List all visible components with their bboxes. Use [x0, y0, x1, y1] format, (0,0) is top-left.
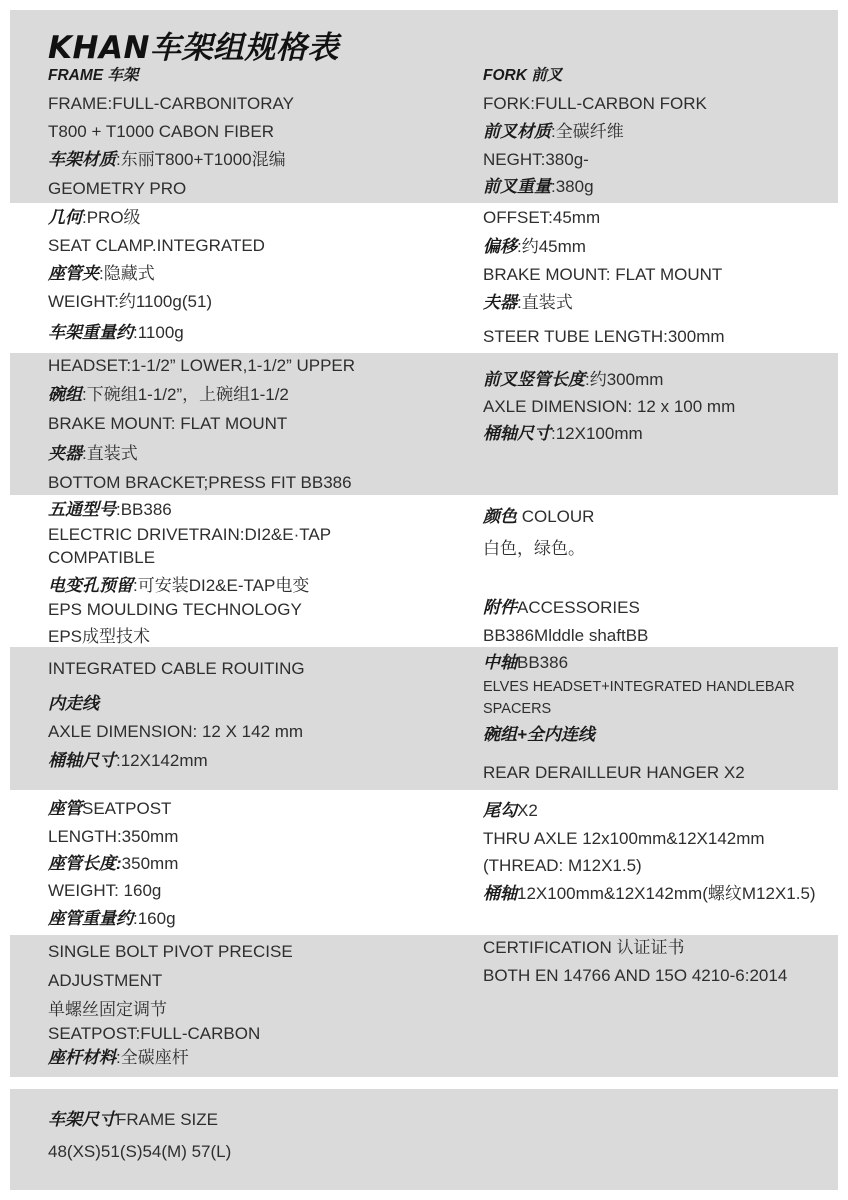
- elves-headset-2: SPACERS: [483, 701, 552, 717]
- geometry-en: GEOMETRY PRO: [48, 179, 187, 198]
- headset-cn-label: 碗组: [48, 385, 82, 404]
- drivetrain-en-2: COMPATIBLE: [48, 548, 156, 567]
- neght-en: NEGHT:380g-: [483, 150, 589, 169]
- colour-heading: [483, 507, 594, 527]
- fiber-text: T800 + T1000 CABON FIBER: [48, 122, 274, 141]
- weight-cn-value: :1100g: [133, 323, 184, 342]
- bb-cn-label: 五通型号: [48, 500, 116, 519]
- headset-cn-value: :下碗组1-1/2”，上碗组1-1/2: [82, 385, 289, 404]
- frame-heading: FRAME 车架: [48, 67, 139, 84]
- axle-cn-label: 桶轴尺寸: [48, 751, 116, 770]
- offset-en: OFFSET:45mm: [483, 208, 601, 227]
- accessories-cn-label: 附件: [483, 598, 517, 617]
- seatpost-length-en: LENGTH:350mm: [48, 827, 179, 846]
- elves-headset-1: ELVES HEADSET+INTEGRATED HANDLEBAR: [483, 679, 795, 695]
- seatpost-weight-en: WEIGHT: 160g: [48, 881, 162, 900]
- weight-en: WEIGHT:约1100g(51): [48, 292, 213, 311]
- fork-material-cn-label: 前叉材质: [483, 122, 551, 141]
- seatpost-cn-label: 座管: [48, 799, 82, 818]
- fork-axle-cn-value: :12X100mm: [551, 424, 643, 443]
- bb-en: BOTTOM BRACKET;PRESS FIT BB386: [48, 473, 352, 492]
- seatpost-weight-cn-value: :160g: [133, 909, 176, 928]
- colour-value: 白色，绿色。: [483, 539, 585, 558]
- seatpost-weight-cn: [48, 909, 176, 929]
- frame-size-cn-label: 车架尺寸: [48, 1110, 116, 1129]
- headset-routing-cn-label: 碗组+全内连线: [483, 725, 595, 744]
- colour-en: COLOUR: [517, 507, 595, 526]
- band-frame-size: [10, 1089, 838, 1190]
- eps-cn: EPS成型技术: [48, 627, 151, 646]
- seatpost-weight-cn-label: 座管重量约: [48, 909, 133, 928]
- bb-middle-shaft: BB386Mlddle shaftBB: [483, 626, 649, 645]
- fork-brake-en: BRAKE MOUNT: FLAT MOUNT: [483, 265, 723, 284]
- headset-cn: [48, 385, 289, 405]
- fork-heading: FORK 前叉: [483, 67, 563, 84]
- seatpost-length-cn-label: 座管长度:: [48, 854, 122, 873]
- hanger-cn-label: 尾勾: [483, 801, 517, 820]
- seatpost-en: SEATPOST: [82, 799, 172, 818]
- fork-en: FORK:FULL-CARBON FORK: [483, 94, 707, 113]
- bb-cn-value: BB386: [517, 653, 569, 672]
- thru-axle-cn: [483, 884, 816, 904]
- seat-clamp-cn-label: 座管夹: [48, 264, 99, 283]
- cable-cn-label: 内走线: [48, 694, 99, 713]
- frame-material-cn-value: :东丽T800+T1000混编: [116, 150, 286, 169]
- brake-cn-label: 夹器: [48, 444, 82, 463]
- bolt-en-1: SINGLE BOLT PIVOT PRECISE: [48, 942, 293, 961]
- thru-axle-cn-value: 12X100mm&12X142mm(螺纹M12X1.5): [517, 884, 816, 903]
- fork-brake-cn-label: 夫器: [483, 293, 517, 312]
- brake-cn: [48, 444, 138, 464]
- bb-cn: [483, 653, 568, 673]
- page-title: KHAN车架组规格表: [48, 30, 339, 66]
- hanger-cn: [483, 801, 538, 821]
- drivetrain-cn: [48, 576, 309, 596]
- geometry-cn-value: :PRO级: [82, 208, 141, 227]
- steer-tube-en: STEER TUBE LENGTH:300mm: [483, 327, 725, 346]
- certification-heading: CERTIFICATION 认证证书: [483, 938, 685, 957]
- geometry-cn-label: 几何: [48, 208, 82, 227]
- fork-material-cn: [483, 122, 624, 142]
- fork-weight-cn-value: :380g: [551, 177, 594, 196]
- weight-cn-label: 车架重量约: [48, 323, 133, 342]
- steer-tube-cn: [483, 370, 663, 390]
- steer-tube-cn-label: 前叉竖管长度: [483, 370, 585, 389]
- accessories-en: ACCESSORIES: [517, 598, 640, 617]
- brake-en: BRAKE MOUNT: FLAT MOUNT: [48, 414, 288, 433]
- seatpost-material-cn: [48, 1048, 189, 1068]
- fork-weight-cn: [483, 177, 594, 197]
- spec-sheet: [10, 10, 838, 1190]
- frame-material-en: FRAME:FULL-CARBONITORAY: [48, 94, 294, 113]
- seatpost-length-cn: [48, 854, 178, 874]
- fork-weight-cn-label: 前叉重量: [483, 177, 551, 196]
- frame-material-cn: [48, 150, 286, 170]
- drivetrain-en-1: ELECTRIC DRIVETRAIN:DI2&E·TAP: [48, 525, 332, 544]
- offset-cn-value: :约45mm: [517, 237, 586, 256]
- steer-tube-cn-value: :约300mm: [585, 370, 664, 389]
- seatpost-material-cn-label: 座杆材料: [48, 1048, 116, 1067]
- hanger-cn-value: X2: [517, 801, 538, 820]
- seatpost-length-cn-value: 350mm: [121, 854, 179, 873]
- offset-cn-label: 偏移: [483, 237, 517, 256]
- frame-size-heading: [48, 1110, 218, 1130]
- seatpost-material-en: SEATPOST:FULL-CARBON: [48, 1024, 261, 1043]
- bolt-en-2: ADJUSTMENT: [48, 971, 163, 990]
- hanger-en: REAR DERAILLEUR HANGER X2: [483, 763, 745, 782]
- frame-size-en: FRAME SIZE: [116, 1110, 219, 1129]
- axle-cn: [48, 751, 208, 771]
- thru-axle-cn-label: 桶轴: [483, 884, 517, 903]
- axle-en: AXLE DIMENSION: 12 X 142 mm: [48, 722, 304, 741]
- axle-cn-value: :12X142mm: [116, 751, 208, 770]
- accessories-heading: [483, 598, 640, 618]
- drivetrain-cn-value: :可安装DI2&E-TAP电变: [133, 576, 310, 595]
- cable-en: INTEGRATED CABLE ROUITING: [48, 659, 305, 678]
- bolt-cn: 单螺丝固定调节: [48, 1000, 167, 1019]
- certification-value: BOTH EN 14766 AND 15O 4210-6:2014: [483, 966, 788, 985]
- bb-cn: [48, 500, 172, 520]
- seatpost-material-cn-value: :全碳座杆: [116, 1048, 189, 1067]
- bb-cn-value: :BB386: [116, 500, 172, 519]
- headset-en: HEADSET:1-1/2” LOWER,1-1/2” UPPER: [48, 356, 356, 375]
- seat-clamp-en: SEAT CLAMP.INTEGRATED: [48, 236, 265, 255]
- cable-cn: [48, 694, 99, 714]
- fork-axle-en: AXLE DIMENSION: 12 x 100 mm: [483, 397, 736, 416]
- fork-material-cn-value: :全碳纤维: [551, 122, 624, 141]
- fork-axle-cn-label: 桶轴尺寸: [483, 424, 551, 443]
- fork-axle-cn: [483, 424, 643, 444]
- brake-cn-value: :直装式: [82, 444, 138, 463]
- colour-cn-label: 颜色: [483, 507, 517, 526]
- headset-routing-cn: [483, 725, 595, 745]
- offset-cn: [483, 237, 586, 257]
- geometry-cn: [48, 208, 141, 228]
- frame-sizes: 48(XS)51(S)54(M) 57(L): [48, 1142, 232, 1161]
- thru-axle-en-1: THRU AXLE 12x100mm&12X142mm: [483, 829, 765, 848]
- drivetrain-cn-label: 电变孔预留: [48, 576, 133, 595]
- fork-brake-cn-value: :直装式: [517, 293, 573, 312]
- seat-clamp-cn-value: :隐藏式: [99, 264, 155, 283]
- eps-en: EPS MOULDING TECHNOLOGY: [48, 600, 302, 619]
- weight-cn: [48, 323, 184, 343]
- bb-cn-label: 中轴: [483, 653, 517, 672]
- frame-material-cn-label: 车架材质: [48, 150, 116, 169]
- seat-clamp-cn: [48, 264, 155, 284]
- seatpost-heading: [48, 799, 171, 819]
- thru-axle-en-2: (THREAD: M12X1.5): [483, 856, 642, 875]
- fork-brake-cn: [483, 293, 573, 313]
